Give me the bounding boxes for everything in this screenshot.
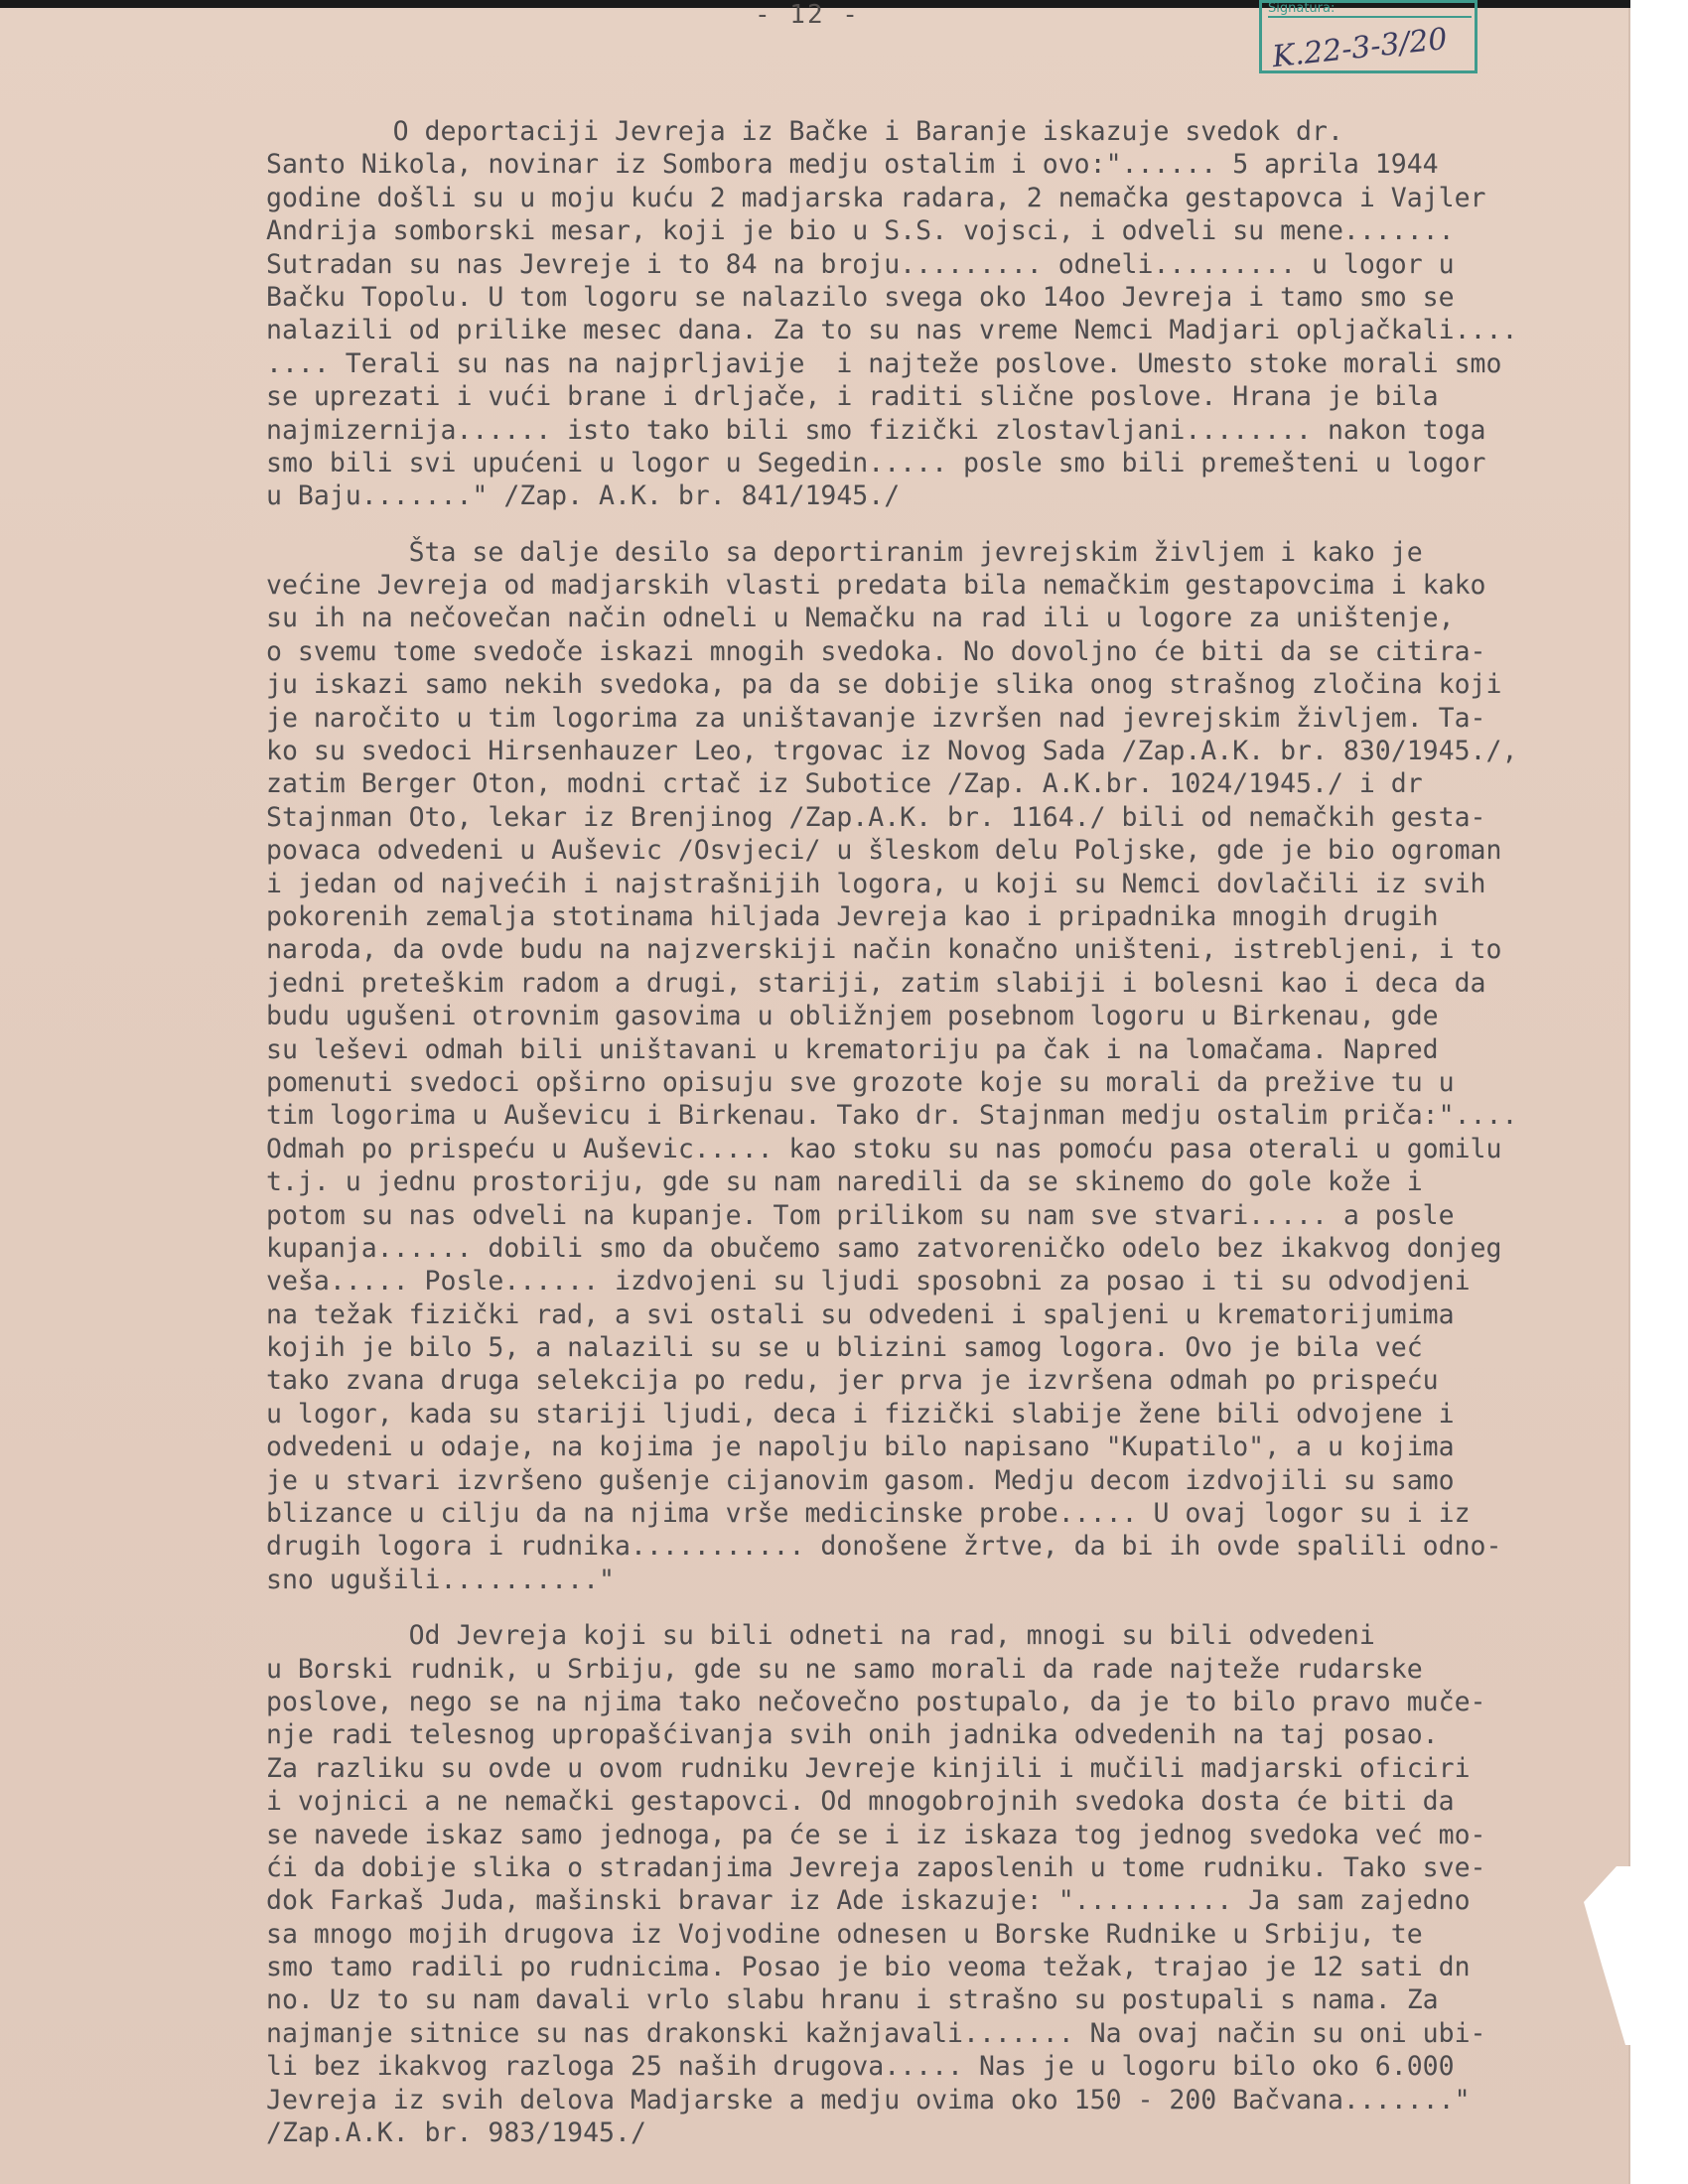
text-line: najmanje sitnice su nas drakonski kažnjavali....... Na ovaj način su oni ubi- — [266, 2017, 1486, 2049]
text-line: tim logorima u Auševicu i Birkenau. Tako dr. Stajnman medju ostalim priča:".... — [266, 1100, 1518, 1132]
stamp-handwritten-signature: K.22-3-3/20 — [1270, 21, 1450, 75]
text-line: /Zap.A.K. br. 983/1945./ — [266, 2117, 646, 2149]
text-line: naroda, da ovde budu na najzverskiji način konačno uništeni, istrebljeni, i to — [266, 934, 1502, 966]
text-line: se navede iskaz samo jednoga, pa će se i iz iskaza tog jednog svedoka već mo- — [266, 1819, 1486, 1850]
text-line: Jevreja iz svih delova Madjarske a medju ovima oko 150 - 200 Bačvana......." — [266, 2084, 1471, 2116]
text-line: na težak fizički rad, a svi ostali su odvedeni i spaljeni u krematorijumima — [266, 1298, 1455, 1330]
paragraph — [266, 536, 1617, 1597]
text-line: kupanja...... dobili smo da obučemo samo zatvoreničko odelo bez ikakvog donjeg — [266, 1232, 1502, 1264]
paragraph — [266, 1619, 1617, 2149]
text-line: kojih je bilo 5, a nalazili su se u blizini samog logora. Ovo je bila već — [266, 1332, 1423, 1364]
text-line: zatim Berger Oton, modni crtač iz Subotice /Zap. A.K.br. 1024/1945./ i dr — [266, 768, 1423, 800]
text-line: povaca odvedeni u Auševic /Osvjeci/ u šleskom delu Poljske, gde je bio ogroman — [266, 835, 1502, 867]
paragraph — [266, 115, 1617, 513]
text-line: Sutradan su nas Jevreje i to 84 na broju......... odneli......... u logor u — [266, 248, 1455, 280]
text-line: je u stvari izvršeno gušenje cijanovim gasom. Medju decom izdvojili su samo — [266, 1464, 1455, 1496]
text-line: godine došli su u moju kuću 2 madjarska radara, 2 nemačka gestapovca i Vajler — [266, 182, 1486, 213]
text-line: no. Uz to su nam davali vrlo slabu hranu i strašno su postupali s nama. Za — [266, 1984, 1439, 2016]
text-line: Odmah po prispeću u Auševic..... kao stoku su nas pomoću pasa oterali u gomilu — [266, 1133, 1502, 1164]
text-line: je naročito u tim logorima za uništavanje izvršen nad jevrejskim življem. Ta- — [266, 702, 1486, 734]
text-line: Stajnman Oto, lekar iz Brenjinog /Zap.A.K. br. 1164./ bili od nemačkih gesta- — [266, 801, 1486, 833]
text-line: smo tamo radili po rudnicima. Posao je bio veoma težak, trajao je 12 sati dn — [266, 1952, 1471, 1983]
text-line: i vojnici a ne nemački gestapovci. Od mnogobrojnih svedoka dosta će biti da — [266, 1786, 1455, 1818]
text-line: li bez ikakvog razloga 25 naših drugova..... Nas je u logoru bilo oko 6.000 — [266, 2051, 1455, 2083]
archive-stamp — [1259, 0, 1477, 73]
text-line: o svemu tome svedoče iskazi mnogih svedoka. No dovoljno će biti da se citira- — [266, 635, 1486, 667]
text-line: se uprezati i vući brane i drljače, i raditi slične poslove. Hrana je bila — [266, 381, 1439, 413]
page-number: - 12 - — [755, 0, 860, 30]
text-line: t.j. u jednu prostoriju, gde su nam naredili da se skinemo do gole kože i — [266, 1166, 1423, 1198]
text-line: odvedeni u odaje, na kojima je napolju bilo napisano "Kupatilo", a u kojima — [266, 1432, 1455, 1463]
text-line: u logor, kada su stariji ljudi, deca i fizički slabije žene bili odvojene i — [266, 1398, 1455, 1430]
stamp-label: Signatura: — [1268, 1, 1472, 18]
text-line: pokorenih zemalja stotinama hiljada Jevreja kao i pripadnika mnogih drugih — [266, 900, 1439, 932]
text-line: dok Farkaš Juda, mašinski bravar iz Ade iskazuje: ".......... Ja sam zajedno — [266, 1885, 1471, 1917]
text-line: veša..... Posle...... izdvojeni su ljudi sposobni za posao i ti su odvodjeni — [266, 1266, 1471, 1297]
text-line: su leševi odmah bili uništavani u krematoriju pa čak i na lomačama. Napred — [266, 1033, 1439, 1065]
text-line: ći da dobije slika o stradanjima Jevreja zaposlenih u tome rudniku. Tako sve- — [266, 1851, 1486, 1883]
text-line: ko su svedoci Hirsenhauzer Leo, trgovac iz Novog Sada /Zap.A.K. br. 830/1945./, — [266, 736, 1518, 767]
document-body — [266, 115, 1617, 2149]
scan-right-margin — [1630, 0, 1688, 2184]
paragraph-gap — [266, 1596, 1617, 1619]
text-line: sno ugušili.........." — [266, 1564, 615, 1595]
paragraph-gap — [266, 513, 1617, 536]
text-line: budu ugušeni otrovnim gasovima u obližnjem posebnom logoru u Birkenau, gde — [266, 1001, 1439, 1032]
text-line: Za razliku su ovde u ovom rudniku Jevreje kinjili i mučili madjarski oficiri — [266, 1752, 1471, 1784]
text-line: nalazili od prilike mesec dana. Za to su nas vreme Nemci Madjari opljačkali.... — [266, 315, 1518, 346]
text-line: drugih logora i rudnika........... donošene žrtve, da bi ih ovde spalili odno- — [266, 1531, 1502, 1563]
text-line: .... Terali su nas na najprljavije i najteže poslove. Umesto stoke morali smo — [266, 347, 1502, 379]
text-line: O deportaciji Jevreja iz Bačke i Baranje iskazuje svedok dr. — [266, 116, 1343, 147]
text-line: nje radi telesnog upropašćivanja svih onih jadnika odvedenih na taj posao. — [266, 1719, 1439, 1751]
text-line: u Borski rudnik, u Srbiju, gde su ne samo morali da rade najteže rudarske — [266, 1653, 1423, 1685]
text-line: i jedan od najvećih i najstrašnijih logora, u koji su Nemci dovlačili iz svih — [266, 868, 1486, 899]
text-line: najmizernija...... isto tako bili smo fizički zlostavljani........ nakon toga — [266, 414, 1486, 446]
text-line: poslove, nego se na njima tako nečovečno postupalo, da je to bilo pravo muče- — [266, 1686, 1486, 1717]
text-line: pomenuti svedoci opširno opisuju sve grozote koje su morali da prežive tu u — [266, 1066, 1455, 1098]
text-line: Bačku Topolu. U tom logoru se nalazilo svega oko 14oo Jevreja i tamo smo se — [266, 281, 1455, 313]
text-line: sa mnogo mojih drugova iz Vojvodine odnesen u Borske Rudnike u Srbiju, te — [266, 1918, 1423, 1950]
text-line: jedni preteškim radom a drugi, stariji, zatim slabiji i bolesni kao i deca da — [266, 967, 1486, 999]
text-line: u Baju......." /Zap. A.K. br. 841/1945./ — [266, 480, 901, 512]
text-line: ju iskazi samo nekih svedoka, pa da se dobije slika onog strašnog zločina koji — [266, 669, 1502, 701]
text-line: smo bili svi upućeni u logor u Segedin..... posle smo bili premešteni u logor — [266, 447, 1486, 478]
text-line: su ih na nečovečan način odneli u Nemačku na rad ili u logore za uništenje, — [266, 603, 1455, 634]
text-line: Santo Nikola, novinar iz Sombora medju ostalim i ovo:"...... 5 aprila 1944 — [266, 149, 1439, 181]
text-line: Andrija somborski mesar, koji je bio u S.S. vojsci, i odveli su mene....... — [266, 215, 1455, 247]
text-line: tako zvana druga selekcija po redu, jer prva je izvršena odmah po prispeću — [266, 1365, 1439, 1397]
text-line: Šta se dalje desilo sa deportiranim jevrejskim življem i kako je — [266, 536, 1423, 568]
text-line: potom su nas odveli na kupanje. Tom prilikom su nam sve stvari..... a posle — [266, 1199, 1455, 1231]
text-line: Od Jevreja koji su bili odneti na rad, mnogi su bili odvedeni — [266, 1620, 1375, 1652]
text-line: blizance u cilju da na njima vrše medicinske probe..... U ovaj logor su i iz — [266, 1498, 1471, 1530]
text-line: većine Jevreja od madjarskih vlasti predata bila nemačkim gestapovcima i kako — [266, 570, 1486, 602]
